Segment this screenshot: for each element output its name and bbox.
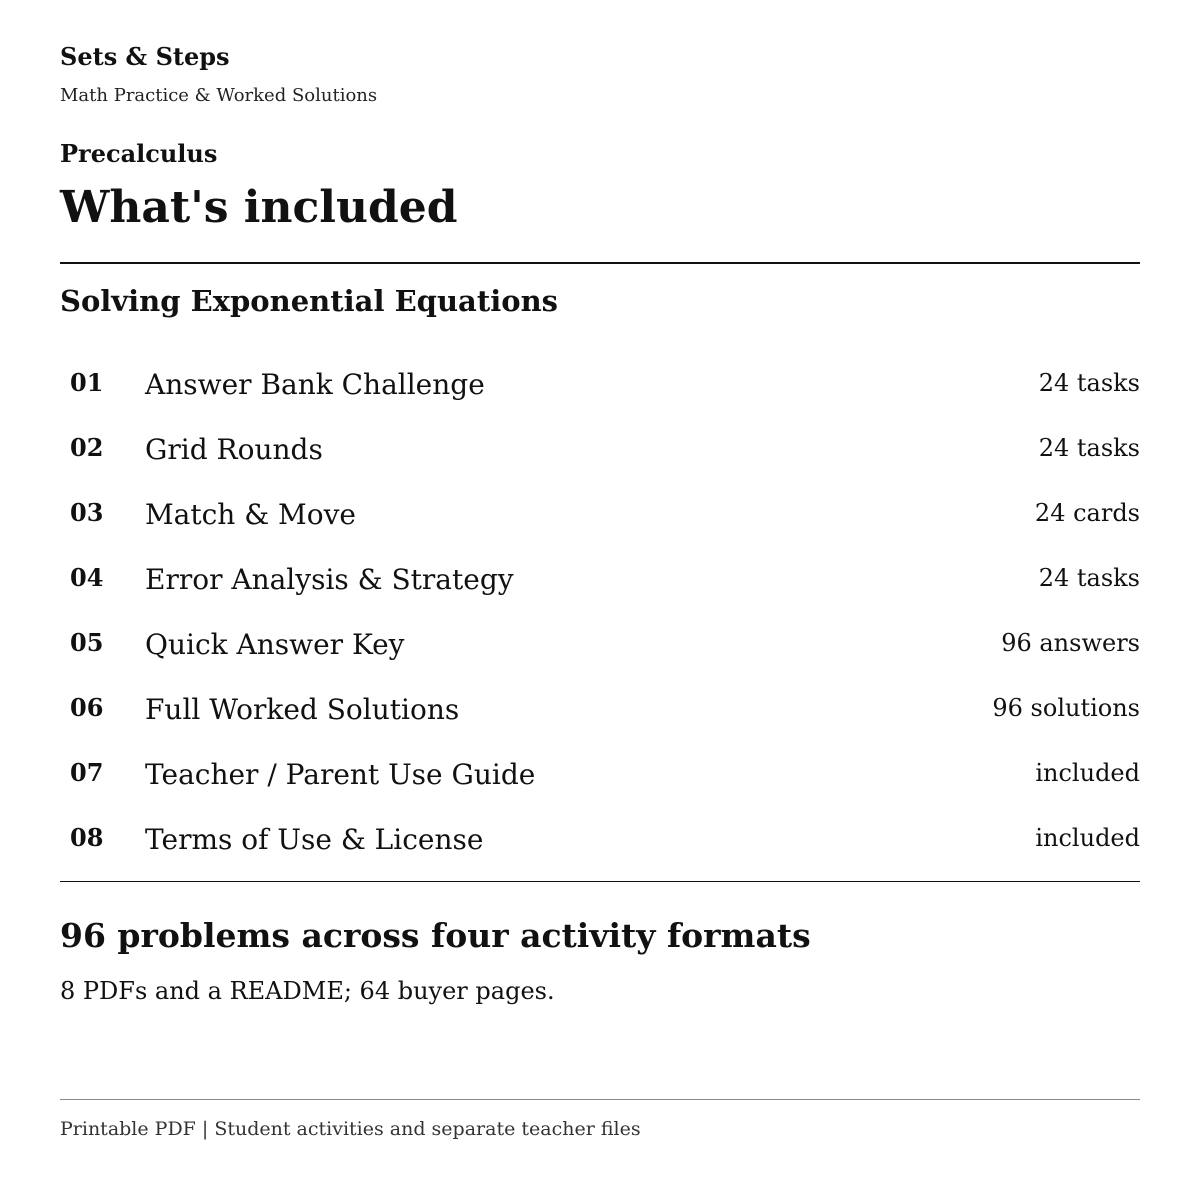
item-count: 96 solutions [992,694,1140,722]
contents-item [60,743,1140,808]
summary-text: 8 PDFs and a README; 64 buyer pages. [60,977,555,1005]
footer-text: Printable PDF | Student activities and separate teacher files [60,1118,641,1140]
contents-item [60,548,1140,613]
section-title: Solving Exponential Equations [60,284,558,318]
page [60,0,1140,1200]
item-count: 24 cards [1034,499,1140,527]
contents-item [60,483,1140,548]
item-count: 24 tasks [1038,564,1140,592]
brand-name: Sets & Steps [60,42,230,71]
summary-title: 96 problems across four activity formats [60,916,811,955]
item-number: 03 [70,498,104,527]
subject-label: Precalculus [60,139,218,168]
item-count: 24 tasks [1038,434,1140,462]
item-number: 06 [70,693,104,722]
item-count: included [1035,824,1140,852]
item-number: 05 [70,628,104,657]
item-title: Grid Rounds [145,433,323,466]
page-title: What's included [60,182,458,233]
contents-item [60,353,1140,418]
item-number: 04 [70,563,104,592]
footer-divider [60,1099,1140,1100]
item-number: 02 [70,433,104,462]
item-number: 01 [70,368,104,397]
item-title: Match & Move [145,498,356,531]
item-number: 08 [70,823,104,852]
item-number: 07 [70,758,104,787]
contents-list [60,353,1140,873]
item-count: 96 answers [1001,629,1140,657]
item-title: Error Analysis & Strategy [145,563,514,596]
brand-tagline: Math Practice & Worked Solutions [60,85,378,106]
item-count: 24 tasks [1038,369,1140,397]
item-title: Full Worked Solutions [145,693,460,726]
contents-item [60,808,1140,873]
item-title: Answer Bank Challenge [145,368,485,401]
contents-item [60,678,1140,743]
item-title: Terms of Use & License [145,823,484,856]
item-title: Quick Answer Key [145,628,405,661]
header-divider [60,262,1140,264]
contents-item [60,418,1140,483]
contents-divider [60,881,1140,882]
item-count: included [1035,759,1140,787]
item-title: Teacher / Parent Use Guide [145,758,536,791]
contents-item [60,613,1140,678]
